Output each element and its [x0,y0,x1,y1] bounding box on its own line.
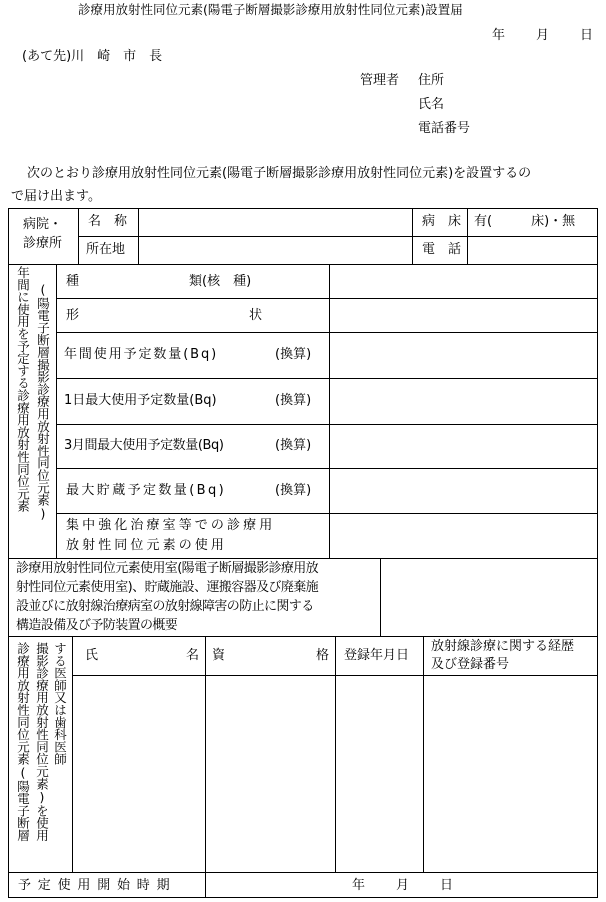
form-title: 診療用放射性同位元素(陽電子断層撮影診療用放射性同位元素)設置届 [78,2,463,17]
form-label-a: 形 [66,308,80,323]
physician-registration-date-header: 登録年月日 [344,648,410,663]
border-top [8,208,598,209]
physician-outer-label: 診療用放射性同位元素(陽電子断層 [15,642,31,842]
intensive-care-label-line2: 放射性同位元素の使用 [66,538,228,553]
physician-inner-label-b: する医師又は歯科医師 [52,642,68,766]
manager-name-label: 氏名 [418,97,445,112]
border-left [8,208,9,898]
submission-date [492,29,592,43]
physician-name-header-a: 氏 [85,648,99,663]
annual-conversion-label: (換算) [275,347,312,362]
hospital-label-line2: 診療所 [23,236,63,251]
start-year: 年 [352,878,366,893]
hospital-name-label: 名 称 [88,214,128,229]
addressee: (あて先)川 崎 市 長 [22,49,163,64]
daily-max-label: 1日最大使用予定数量(Bq) [64,393,217,408]
start-day: 日 [440,878,454,893]
planned-use-section-sublabel: (陽電子断層撮影診療用放射性同位元素) [35,282,51,521]
border-right [597,208,598,898]
kind-label-b: 類(核 種) [189,274,252,289]
physician-qualification-header-b: 格 [316,648,330,663]
facility-label-line1: 診療用放射性同位元素使用室(陽電子断層撮影診療用放 [16,561,319,576]
kind-label-a: 種 [66,274,80,289]
manager-phone-label: 電話番号 [418,121,471,136]
start-period-label: 予定使用開始時期 [18,878,177,893]
manager-address-label: 住所 [418,73,445,88]
hospital-location-label: 所在地 [86,242,126,257]
physician-inner-label-a: 撮影診療用放射性同位元素)を使用 [34,642,50,842]
start-month: 月 [396,878,410,893]
border-bottom [8,897,598,898]
beds-value: 有( 床)・無 [474,214,576,229]
date-month: 月 [536,28,550,43]
quarterly-conversion-label: (換算) [275,438,312,453]
storage-conversion-label: (換算) [275,483,312,498]
manager-label: 管理者 [360,73,400,88]
planned-use-section-label: 年間に使用を予定する診療用放射性同位元素 [15,266,31,513]
date-year: 年 [492,28,506,43]
intro-text-line2: で届け出ます。 [11,189,101,204]
date-day: 日 [580,28,594,43]
hospital-label-line1: 病院・ [23,217,63,232]
physician-experience-header-line2: 及び登録番号 [431,657,510,672]
hospital-phone-label: 電 話 [422,242,462,257]
form-label-b: 状 [249,308,263,323]
physician-name-header-b: 名 [186,648,200,663]
facility-label-line3: 設並びに放射線治療病室の放射線障害の防止に関する [16,599,314,614]
intro-text-line1: 次のとおり診療用放射性同位元素(陽電子断層撮影診療用放射性同位元素)を設置するの [27,166,532,181]
facility-label-line4: 構造設備及び予防装置の概要 [16,618,178,633]
quarterly-max-label: 3月間最大使用予定数量(Bq) [64,438,224,453]
facility-label-line2: 射性同位元素使用室)、貯蔵施設、運搬容器及び廃棄施 [16,580,319,595]
physician-qualification-header-a: 資 [212,648,226,663]
beds-label: 病 床 [422,214,462,229]
physician-experience-header-line1: 放射線診療に関する経歴 [431,639,575,654]
daily-conversion-label: (換算) [275,393,312,408]
annual-quantity-label: 年間使用予定数量(Bq) [64,347,219,362]
intensive-care-label-line1: 集中強化治療室等での診療用 [66,518,276,533]
storage-max-label: 最大貯蔵予定数量(Bq) [66,483,227,498]
